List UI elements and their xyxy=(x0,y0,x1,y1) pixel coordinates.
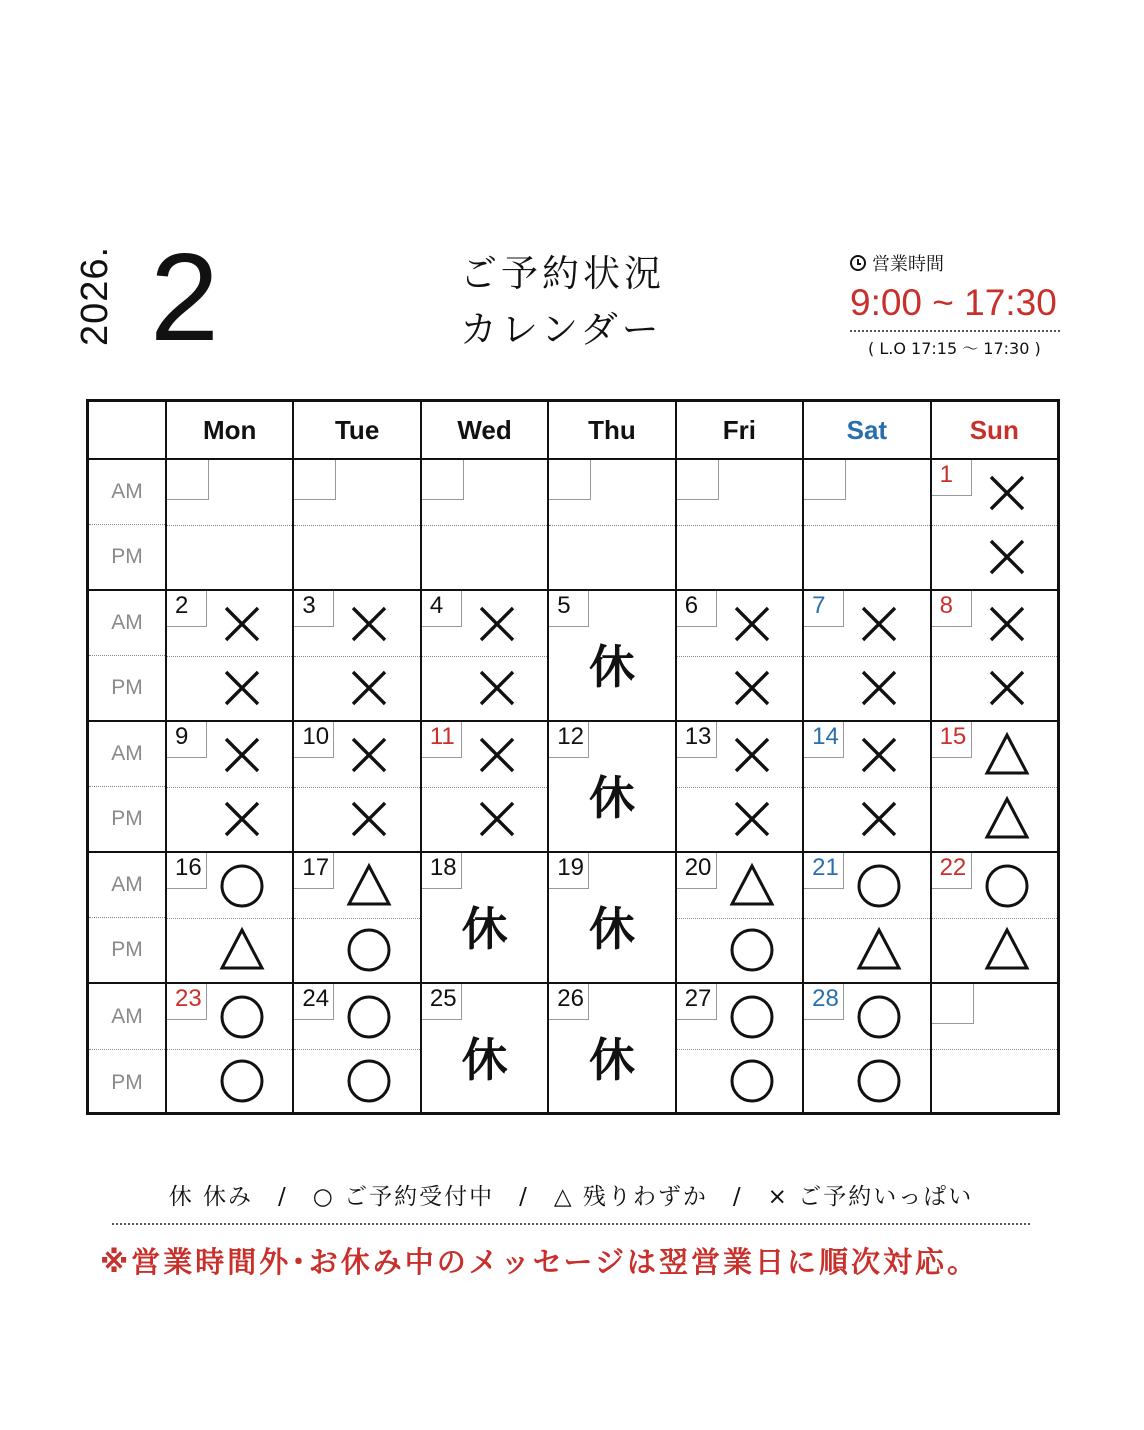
day-cell xyxy=(292,722,419,853)
am-cross-icon xyxy=(474,732,520,778)
day-number: 23 xyxy=(167,984,207,1020)
am-label: AM xyxy=(89,591,165,656)
am-pm-label xyxy=(89,722,165,853)
hours-label: 営業時間 xyxy=(872,254,944,275)
day-cell xyxy=(675,722,802,853)
am-cross-icon xyxy=(346,601,392,647)
weekday-header-tue: Tue xyxy=(292,402,419,460)
am-label: AM xyxy=(89,722,165,787)
day-number: 17 xyxy=(294,853,334,889)
weekday-header-sat: Sat xyxy=(802,402,929,460)
am-label: AM xyxy=(89,853,165,918)
day-number: 10 xyxy=(294,722,334,758)
page-title xyxy=(460,246,665,358)
closed-mark: 休 xyxy=(461,1033,508,1087)
am-circle-icon xyxy=(219,994,265,1040)
weekday-header-sun: Sun xyxy=(930,402,1057,460)
am-triangle-icon xyxy=(729,863,775,909)
day-number: 1 xyxy=(932,460,972,496)
am-cross-icon xyxy=(984,470,1030,516)
day-cell xyxy=(675,984,802,1115)
am-circle-icon xyxy=(856,863,902,909)
day-number: 2 xyxy=(167,591,207,627)
day-cell xyxy=(547,722,674,853)
am-pm-label xyxy=(89,853,165,984)
weekday-header-wed: Wed xyxy=(420,402,547,460)
day-number: 5 xyxy=(549,591,589,627)
title-line-2: カレンダー xyxy=(460,308,663,351)
day-number: 3 xyxy=(294,591,334,627)
day-number: 28 xyxy=(804,984,844,1020)
year-label: 2026. xyxy=(74,245,116,346)
day-number: 18 xyxy=(422,853,462,889)
day-cell xyxy=(420,984,547,1115)
day-cell xyxy=(802,984,929,1115)
business-hours xyxy=(850,250,1060,359)
pm-circle-icon xyxy=(856,1058,902,1104)
pm-label: PM xyxy=(111,1070,143,1094)
day-number: 13 xyxy=(677,722,717,758)
day-cell xyxy=(675,853,802,984)
day-number: 8 xyxy=(932,591,972,627)
pm-label: PM xyxy=(111,807,143,830)
day-number xyxy=(294,460,336,500)
day-cell xyxy=(420,722,547,853)
closed-mark: 休 xyxy=(588,771,635,825)
am-cross-icon xyxy=(346,732,392,778)
day-cell xyxy=(802,460,929,591)
am-circle-icon xyxy=(346,994,392,1040)
pm-cross-icon xyxy=(346,665,392,711)
month-number: 2 xyxy=(150,229,219,367)
am-cross-icon xyxy=(474,601,520,647)
day-number xyxy=(422,460,464,500)
am-cross-icon xyxy=(219,601,265,647)
day-cell xyxy=(547,853,674,984)
pm-triangle-icon xyxy=(856,927,902,973)
am-circle-icon xyxy=(856,994,902,1040)
am-cross-icon xyxy=(729,732,775,778)
day-cell xyxy=(292,591,419,722)
day-cell xyxy=(165,460,292,591)
day-number: 4 xyxy=(422,591,462,627)
day-number: 14 xyxy=(804,722,844,758)
day-cell xyxy=(165,591,292,722)
day-cell xyxy=(930,853,1057,984)
pm-cross-icon xyxy=(219,665,265,711)
pm-circle-icon xyxy=(729,927,775,973)
day-cell xyxy=(802,722,929,853)
day-number xyxy=(549,460,591,500)
header-corner xyxy=(89,402,165,460)
weekday-header-thu: Thu xyxy=(547,402,674,460)
pm-circle-icon xyxy=(729,1058,775,1104)
day-number: 20 xyxy=(677,853,717,889)
am-circle-icon xyxy=(219,863,265,909)
day-cell xyxy=(420,591,547,722)
am-circle-icon xyxy=(729,994,775,1040)
closed-mark: 休 xyxy=(588,902,635,956)
pm-triangle-icon xyxy=(219,927,265,973)
day-cell xyxy=(675,460,802,591)
am-triangle-icon xyxy=(984,732,1030,778)
day-number: 16 xyxy=(167,853,207,889)
day-number: 25 xyxy=(422,984,462,1020)
day-number xyxy=(804,460,846,500)
day-cell xyxy=(292,853,419,984)
day-number: 19 xyxy=(549,853,589,889)
day-number: 11 xyxy=(422,722,462,758)
day-cell xyxy=(547,460,674,591)
pm-cross-icon xyxy=(219,796,265,842)
am-circle-icon xyxy=(984,863,1030,909)
day-cell xyxy=(675,591,802,722)
day-number: 9 xyxy=(167,722,207,758)
day-number: 21 xyxy=(804,853,844,889)
pm-cross-icon xyxy=(346,796,392,842)
legend: 休 休み / ○ ご予約受付中 / △ 残りわずか / × ご予約いっぱい xyxy=(112,1178,1030,1225)
day-number: 27 xyxy=(677,984,717,1020)
day-number: 6 xyxy=(677,591,717,627)
pm-circle-icon xyxy=(219,1058,265,1104)
last-order: ( L.O 17:15 ～ 17:30 ) xyxy=(868,339,1041,358)
day-number: 7 xyxy=(804,591,844,627)
pm-cross-icon xyxy=(729,665,775,711)
pm-circle-icon xyxy=(346,1058,392,1104)
pm-label: PM xyxy=(111,545,143,568)
day-cell xyxy=(930,460,1057,591)
pm-cross-icon xyxy=(984,534,1030,580)
day-cell xyxy=(165,853,292,984)
day-number: 24 xyxy=(294,984,334,1020)
pm-label: PM xyxy=(111,676,143,699)
weekday-header-mon: Mon xyxy=(165,402,292,460)
day-number xyxy=(167,460,209,500)
hours-time: 9:00 ~ 17:30 xyxy=(850,282,1060,332)
clock-icon xyxy=(850,255,866,271)
day-cell xyxy=(165,722,292,853)
day-cell xyxy=(420,853,547,984)
title-line-1: ご予約状況 xyxy=(460,252,665,295)
am-label: AM xyxy=(89,460,165,525)
day-cell xyxy=(420,460,547,591)
day-cell xyxy=(292,460,419,591)
day-number: 22 xyxy=(932,853,972,889)
pm-circle-icon xyxy=(346,927,392,973)
pm-cross-icon xyxy=(474,796,520,842)
day-cell xyxy=(802,853,929,984)
pm-cross-icon xyxy=(474,665,520,711)
pm-cross-icon xyxy=(729,796,775,842)
closed-mark: 休 xyxy=(588,1033,635,1087)
am-label: AM xyxy=(89,984,165,1050)
am-pm-label xyxy=(89,591,165,722)
pm-cross-icon xyxy=(984,665,1030,711)
day-number xyxy=(932,984,974,1024)
am-cross-icon xyxy=(856,732,902,778)
am-cross-icon xyxy=(856,601,902,647)
pm-triangle-icon xyxy=(984,927,1030,973)
notice: ※営業時間外･お休み中のメッセージは翌営業日に順次対応。 xyxy=(100,1245,979,1279)
day-number xyxy=(677,460,719,500)
day-cell xyxy=(547,591,674,722)
weekday-header-fri: Fri xyxy=(675,402,802,460)
reservation-calendar xyxy=(86,399,1060,1115)
closed-mark: 休 xyxy=(461,902,508,956)
am-cross-icon xyxy=(984,601,1030,647)
am-pm-label xyxy=(89,460,165,591)
am-cross-icon xyxy=(729,601,775,647)
am-cross-icon xyxy=(219,732,265,778)
pm-triangle-icon xyxy=(984,796,1030,842)
am-triangle-icon xyxy=(346,863,392,909)
day-number: 15 xyxy=(932,722,972,758)
day-cell xyxy=(165,984,292,1115)
day-cell xyxy=(930,984,1057,1115)
day-cell xyxy=(930,591,1057,722)
pm-cross-icon xyxy=(856,796,902,842)
pm-cross-icon xyxy=(856,665,902,711)
day-number: 26 xyxy=(549,984,589,1020)
pm-label: PM xyxy=(111,938,143,961)
am-pm-label xyxy=(89,984,165,1115)
day-cell xyxy=(930,722,1057,853)
closed-mark: 休 xyxy=(588,640,635,694)
day-cell xyxy=(547,984,674,1115)
day-number: 12 xyxy=(549,722,589,758)
day-cell xyxy=(292,984,419,1115)
day-cell xyxy=(802,591,929,722)
